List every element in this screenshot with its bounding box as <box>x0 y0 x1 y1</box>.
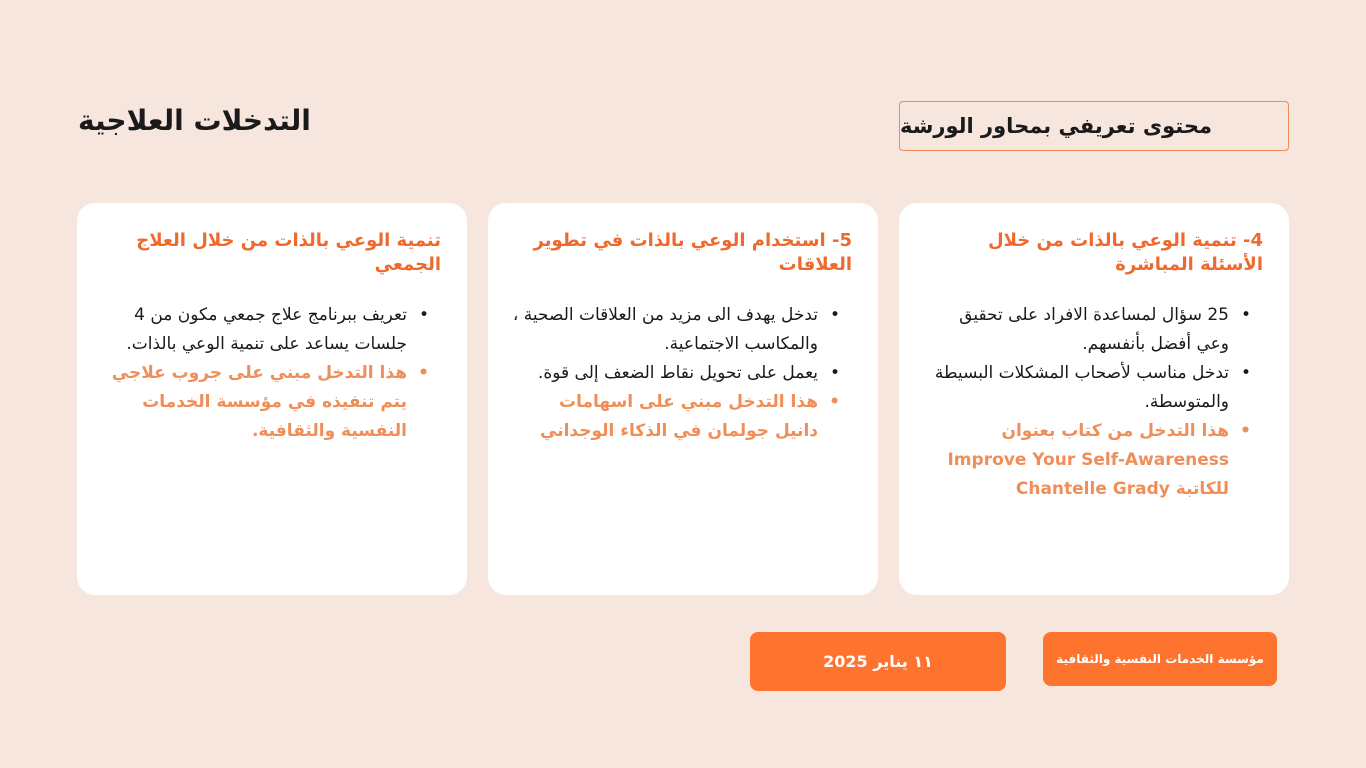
note-prefix: هذا التدخل من كتاب بعنوان <box>1001 421 1229 441</box>
note-suffix: للكاتبة <box>1175 479 1229 499</box>
list-item: • تعريف ببرنامج علاج جمعي مكون من 4 جلسات يساعد على تنمية الوعي بالذات. <box>101 301 429 359</box>
card-title: 5- استخدام الوعي بالذات في تطوير العلاقات <box>533 230 852 275</box>
card-group-therapy <box>77 203 467 595</box>
page-title: التدخلات العلاجية <box>78 104 311 137</box>
bullet-list <box>101 301 441 446</box>
card-title: 4- تنمية الوعي بالذات من خلال الأسئلة المباشرة <box>987 230 1263 275</box>
list-item: • تدخل مناسب لأصحاب المشكلات البسيطة والمتوسطة. <box>923 359 1251 417</box>
bullet-list <box>512 301 852 446</box>
list-item: • يعمل على تحويل نقاط الضعف إلى قوة. <box>512 359 840 388</box>
list-item-note <box>923 417 1251 504</box>
book-title: Improve Your Self-Awareness <box>947 450 1229 470</box>
card-relationships <box>488 203 878 595</box>
card-title: تنمية الوعي بالذات من خلال العلاج الجمعي <box>136 230 441 275</box>
list-item: • 25 سؤال لمساعدة الافراد على تحقيق وعي أفضل بأنفسهم. <box>923 301 1251 359</box>
book-author: Chantelle Grady <box>1015 479 1170 499</box>
subtitle-box: محتوى تعريفي بمحاور الورشة <box>899 101 1289 151</box>
list-item-note: • هذا التدخل مبني على جروب علاجي يتم تنفيذه في مؤسسة الخدمات النفسية والثقافية. <box>101 359 429 446</box>
list-item: • تدخل يهدف الى مزيد من العلاقات الصحية ، والمكاسب الاجتماعية. <box>512 301 840 359</box>
card-direct-questions <box>899 203 1289 595</box>
organization-badge: مؤسسة الخدمات النفسية والثقافية <box>1043 632 1277 686</box>
date-badge: ١١ يناير 2025 <box>750 632 1006 691</box>
list-item-note: • هذا التدخل مبني على اسهامات دانيل جولمان في الذكاء الوجداني <box>512 388 840 446</box>
bullet-list <box>923 301 1263 504</box>
